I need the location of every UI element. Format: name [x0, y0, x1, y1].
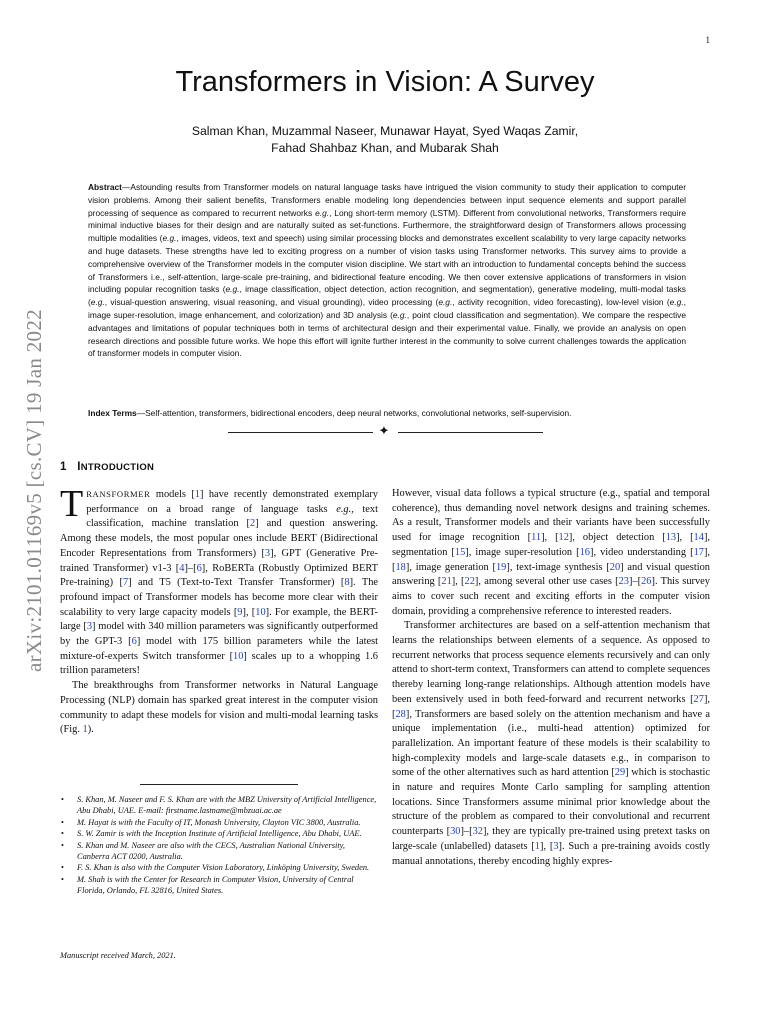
citation-link[interactable]: 9 [237, 606, 243, 618]
citation-link[interactable]: 11 [531, 532, 542, 544]
abstract-text: , image super-resolution, image enhancement, and colorization) and 3D analysis ( [88, 297, 686, 320]
abstract-eg: e.g. [669, 297, 684, 308]
body-text: ], text-image synthesis [ [506, 561, 610, 573]
citation-link[interactable]: 21 [441, 576, 452, 588]
abstract-label: Abstract [88, 182, 122, 192]
citation-link[interactable]: 32 [472, 826, 483, 838]
body-text: ], image super-resolution [ [465, 546, 580, 558]
body-text: ] have recently demonstrated exemplary performance on a broad range of language tasks [86, 489, 378, 515]
citation-link[interactable]: 3 [86, 621, 93, 633]
body-text: ], among several other use cases [ [474, 576, 619, 588]
smallcaps-word: RANSFORMER [86, 489, 151, 499]
body-text: ], [ [676, 532, 694, 544]
affiliation-footnotes [60, 794, 378, 897]
body-text: ], GPT (Generative Pre-trained Transformer) v1-3 [ [60, 547, 378, 574]
body-text: ] model with 175 billion parameters while the latest mixture-of-experts Switch transformer [ [60, 636, 378, 662]
abstract-eg: e.g. [315, 207, 330, 218]
section-title-initial: I [77, 461, 81, 473]
body-text: ] scales up to a whopping 1.6 trillion parameters! [60, 650, 378, 677]
index-terms [88, 407, 686, 420]
body-text: The breakthroughs from Transformer networks in Natural Language Processing (NLP) domain has sparked great interest in the computer vision community to adapt these models for vision and multi-modal learning tasks (Fig. [60, 680, 378, 736]
body-text: ], [ [539, 840, 554, 852]
footnote-item: • S. Khan, M. Naseer and F. S. Khan are with the MBZ University of Artificial Intelligence, Abu Dhabi, UAE. E-mail: firstname.lastname@mbzuai.ac.ae [60, 794, 378, 817]
abstract-text: —Astounding results from Transformer models on natural language tasks have intrigued the vision community to study their application to computer vision problems. Among their salient benefits, Transformers enable modeling long dependencies between input sequence elements and support parallel processing of sequence as compared to recurrent networks [88, 182, 686, 218]
page-number: 1 [705, 35, 710, 45]
intro-paragraph-4 [392, 619, 710, 869]
citation-link[interactable]: 4 [179, 562, 185, 574]
left-column [60, 483, 379, 738]
right-column [392, 487, 710, 869]
citation-link[interactable]: 6 [131, 636, 137, 648]
author-list [60, 123, 710, 157]
body-text: ] and visual question answering [ [392, 561, 710, 588]
body-text: ]–[ [628, 576, 642, 588]
body-text: ], RoBERTa (Robustly Optimized BERT Pre-training) [ [60, 562, 379, 589]
body-text: ]. For example, the BERT-large [ [60, 606, 378, 633]
index-terms-label: Index Terms [88, 408, 137, 418]
body-text: ], Transformers are based solely on the attention mechanism and have a unique implementation (i.e., multi-head attention) optimized for parallelization. An important feature of these models is their scalability to high-complexity models and large-scale datasets e.g., in comparison to some of the other alternatives such as hard attention [ [392, 708, 710, 779]
body-text: ). [87, 724, 94, 736]
body-text: ] and question answering. Among these models, the most popular ones include BERT (Bidirectional Encoder Representations from Transformers) [ [60, 518, 378, 559]
citation-link[interactable]: 13 [665, 532, 677, 544]
abstract-eg: e.g. [90, 297, 105, 308]
citation-link[interactable]: 15 [454, 546, 466, 558]
body-text: ], [ [392, 693, 710, 720]
section-number: 1 [60, 461, 67, 473]
body-text: ]. The profound impact of Transformer models has become more clear with their scalability to very large capacity models [ [60, 577, 378, 618]
citation-link[interactable]: 12 [558, 532, 569, 544]
footnote-rule [140, 784, 298, 785]
body-text: models [ [150, 489, 195, 500]
citation-link[interactable]: 7 [122, 577, 129, 589]
citation-link[interactable]: 3 [553, 840, 559, 852]
citation-link[interactable]: 27 [693, 693, 704, 705]
body-text: Transformer architectures are based on a self-attention mechanism that learns the relationships between elements of a sequence. As opposed to recurrent networks that process sequence elements recursively and can only attend to short-term context, Transformers can attend to complete sequences thereby learning long-range relationships. Although attention models have been extensively used in both feed-forward and recurrent networks [ [392, 620, 710, 705]
abstract-eg: e.g. [162, 233, 177, 244]
body-text: ]. This survey aims to cover such recent and exciting efforts in the computer vision domain, providing a comprehensive reference to interested readers. [392, 576, 710, 617]
abstract-text: , activity recognition, video forecasting), low-level vision ( [452, 297, 670, 308]
body-eg: e.g. [336, 503, 352, 515]
citation-link[interactable]: 19 [495, 561, 507, 573]
abstract-text: , images, videos, text and speech) using similar processing blocks and demonstrates excellent scalability to very large capacity networks and huge datasets. These strengths have led to exciting progress on a number of vision tasks using Transformer networks. This survey aims to provide a comprehensive overview of the Transformer models in the computer vision discipline. We start with an introduction to fundamental concepts behind the success of Transformers i.e., self-attention, large-scale pre-training, and bidirectional feature encoding. We then cover extensive applications of transformers in vision including popular recognition tasks ( [88, 233, 686, 295]
citation-link[interactable]: 23 [618, 576, 629, 588]
footnote-item: • M. Shah is with the Center for Research in Computer Vision, University of Central Florida, Orlando, FL 32816, United States. [60, 874, 378, 897]
intro-paragraph-3 [392, 487, 710, 619]
divider-line-right [398, 432, 543, 433]
body-text: ], segmentation [ [392, 532, 710, 558]
citation-link[interactable]: 18 [395, 561, 406, 573]
citation-link[interactable]: 17 [693, 546, 704, 558]
index-terms-text: —Self-attention, transformers, bidirectional encoders, deep neural networks, convolutional networks, self-supervision. [136, 408, 572, 418]
abstract-text: , image classification, object detection, action recognition, and segmentation), generative modeling, multi-modal tasks ( [88, 284, 686, 308]
manuscript-note: Manuscript received March, 2021. [60, 951, 176, 960]
body-text: ], image generation [ [405, 561, 496, 573]
citation-link[interactable]: 1 [194, 489, 200, 500]
abstract-eg: e.g. [392, 309, 407, 320]
citation-link[interactable]: 29 [614, 767, 626, 779]
body-text: ], [ [451, 576, 465, 588]
body-text: ] and T5 (Text-to-Text Transfer Transformer) [ [128, 577, 345, 589]
citation-link[interactable]: 1 [534, 840, 540, 852]
body-text: ], they are typically pre-trained using pretext tasks on large-scale (unlabelled) datasets [ [392, 826, 710, 852]
citation-link[interactable]: 8 [344, 577, 350, 589]
body-text: ], [ [541, 532, 559, 544]
abstract-text: , point cloud classification and segmentation). We compare the respective advantages and limitations of popular techniques both in terms of architectural design and their experimental value. Finally, we provide an analysis on open research directions and possible future works. We hope this effort will ignite further interest in the community to solve current challenges towards the application of transformer models in computer vision. [88, 309, 686, 359]
body-text: ]–[ [184, 562, 197, 574]
footnote-item: • M. Hayat is with the Faculty of IT, Monash University, Clayton VIC 3800, Australia. [60, 817, 378, 828]
body-text: However, visual data follows a typical structure (e.g., spatial and temporal coherence), thus demanding novel network designs and training schemes. As a result, Transformer models and their variants have been successfully used for image recognition [ [392, 488, 710, 544]
citation-link[interactable]: 26 [641, 576, 652, 588]
citation-link[interactable]: 16 [579, 546, 590, 558]
citation-link[interactable]: 2 [249, 518, 256, 530]
author-line-1: Salman Khan, Muzammal Naseer, Munawar Hayat, Syed Waqas Zamir, [191, 124, 579, 138]
citation-link[interactable]: 14 [693, 532, 704, 544]
citation-link[interactable]: 10 [255, 606, 266, 618]
intro-paragraph-2 [60, 679, 378, 738]
citation-link[interactable]: 30 [450, 826, 461, 838]
body-text: ], video understanding [ [590, 546, 694, 558]
divider-line-left [228, 432, 373, 433]
body-text: ] which is stochastic in nature and requires Monte Carlo sampling for sampling attention locations. Since Transformers assume minimal prior knowledge about the structure of the problem as compared to their convolutional and recurrent counterparts [ [392, 767, 710, 838]
section-title-rest: NTRODUCTION [80, 462, 155, 473]
intro-paragraph-1 [60, 483, 379, 679]
body-text: ], object detection [ [568, 532, 666, 544]
citation-link[interactable]: 20 [609, 561, 621, 573]
abstract-text: , visual-question answering, visual reasoning, and visual grounding), video processing ( [104, 297, 439, 308]
arxiv-stamp: arXiv:2101.01169v5 [cs.CV] 19 Jan 2022 [22, 309, 46, 672]
citation-link[interactable]: 10 [233, 650, 244, 662]
abstract-eg: e.g. [225, 284, 240, 295]
figure-link[interactable]: 1 [82, 724, 88, 736]
body-text: , text classification, machine translation [ [86, 503, 378, 530]
paper-title: Transformers in Vision: A Survey [175, 66, 595, 98]
citation-link[interactable]: 22 [464, 576, 475, 588]
footnote-item: • S. W. Zamir is with the Inception Institute of Artificial Intelligence, Abu Dhabi, UAE. [60, 828, 378, 839]
divider-star-icon: ✦ [378, 424, 390, 439]
footnote-item: • S. Khan and M. Naseer are also with the CECS, Australian National University, Canberra ACT 0200, Australia. [60, 840, 378, 863]
drop-cap: T [60, 483, 84, 525]
abstract-eg: e.g. [438, 297, 453, 308]
body-text: ]. Such a pre-training avoids costly manual annotations, thereby encoding highly expres- [392, 840, 710, 867]
body-text: ]–[ [460, 826, 473, 838]
abstract [88, 181, 686, 360]
citation-link[interactable]: 28 [395, 708, 406, 720]
footnote-item: • F. S. Khan is also with the Computer Vision Laboratory, Linköping University, Sweden. [60, 862, 378, 873]
body-text: ], [ [242, 606, 256, 618]
section-heading-introduction [60, 461, 154, 473]
author-line-2: Fahad Shahbaz Khan, and Mubarak Shah [271, 141, 499, 155]
abstract-text: , Long short-term memory (LSTM). Different from convolutional networks, Transformers require minimal inductive biases for their design and are naturally suited as set-functions. Furthermore, the straightforward design of Transformers allows processing multiple modalities ( [88, 207, 686, 244]
citation-link[interactable]: 6 [196, 562, 202, 574]
body-text: ] model with 340 million parameters was significantly outperformed by the GPT-3 [ [60, 621, 378, 648]
body-text: ], [ [392, 546, 711, 573]
citation-link[interactable]: 3 [264, 547, 271, 559]
